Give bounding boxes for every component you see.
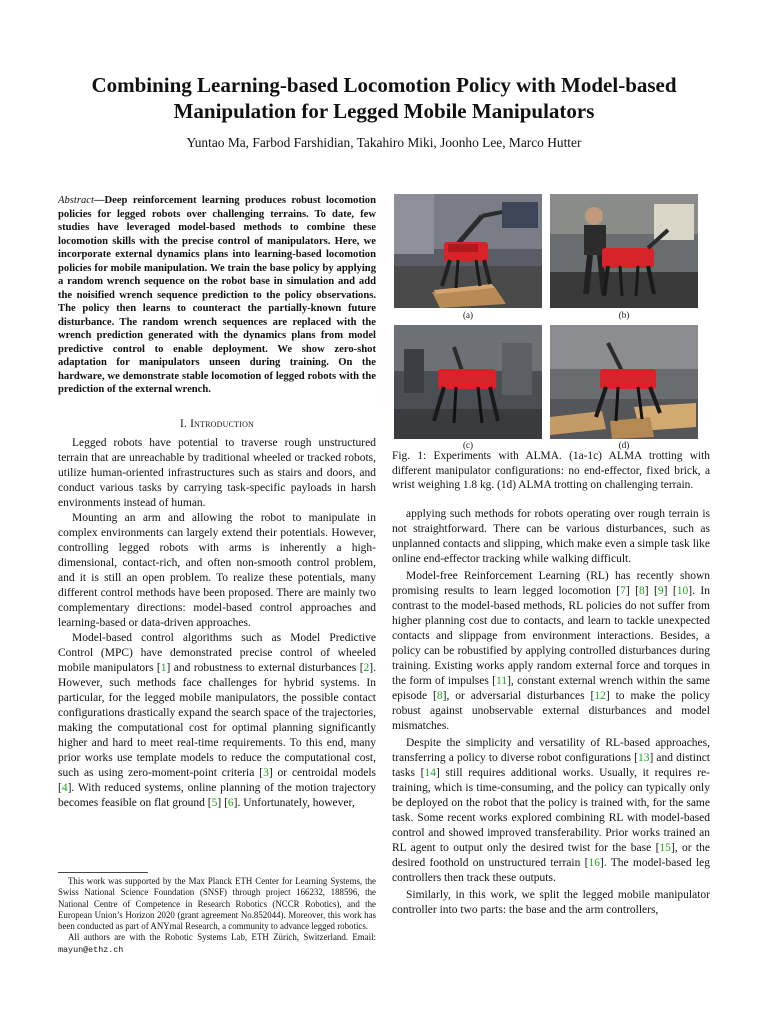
body-text: ] [ — [217, 796, 228, 809]
citation-link[interactable]: 15 — [659, 841, 671, 854]
sublabel-b: (b) — [618, 310, 630, 320]
citation-link[interactable]: 2 — [363, 661, 370, 674]
figure-1 — [392, 194, 710, 449]
author-list: Yuntao Ma, Farbod Farshidian, Takahiro Miki, Joonho Lee, Marco Hutter — [186, 135, 582, 150]
body-text: Legged robots have potential to traverse rough unstructured terrain that are unreachable by traditional wheeled or tracked robots, utilize human-oriented infrastructures such as stairs and doors, and conduct various tasks by carrying task-specific payloads in harsh environments instead of human. — [58, 436, 376, 509]
body-text: ] and distinct tasks [ — [392, 751, 710, 779]
paper-title: Combining Learning-based Locomotion Policy with Model-based Manipulation for Legged Mobile Manipulators — [91, 73, 677, 123]
body-paragraph — [392, 507, 710, 567]
abstract-text: —Deep reinforcement learning produces robust locomotion policies for legged robots over challenging terrains. To date, few studies have leveraged model-based methods to combine these locomotion skills with the precise control of manipulators. Here, we incorporate external dynamics plans into learning-based locomotion policies for mobile manipulation. We train the base policy by applying a random wrench sequence on the robot base in simulation and add the noisified wrench sequence prediction to the policy observations. The policy then learns to counteract the partially-known future disturbance. The random wrench sequences are replaced with the wrench prediction generated with the dynamics plans from model predictive control to enable deployment. We show zero-shot adaptation for manipulators unseen during training. On the hardware, we demonstrate stable locomotion of legged robots with the prediction of the external wrench. — [58, 195, 376, 395]
body-text: ] [ — [644, 584, 658, 597]
author-email[interactable]: mayun@ethz.ch — [58, 944, 124, 955]
abstract-label: Abstract — [58, 195, 94, 206]
body-text: Mounting an arm and allowing the robot to manipulate in complex environments can largely extend their potentials. However, controlling legged robots with arms is inherently a high-dimensional, contact-rich, and often non-smooth control problem, and it is still an open problem. To realize these potentials, many different control methods have been proposed. There are mainly two complementary directions: model-based control approaches and learning-based or data-driven approaches. — [58, 511, 376, 629]
citation-link[interactable]: 16 — [588, 856, 600, 869]
citation-link[interactable]: 13 — [637, 751, 650, 764]
body-text: ], constant external wrench within the same episode [ — [392, 674, 710, 702]
sublabel-c: (c) — [463, 440, 473, 450]
robot-photo-a — [394, 194, 542, 308]
citation-link[interactable]: 5 — [211, 796, 218, 809]
right-column — [392, 194, 710, 920]
body-paragraph — [392, 888, 710, 918]
citation-link[interactable]: 4 — [61, 781, 68, 794]
photo-b — [550, 194, 698, 308]
photo-c — [394, 325, 542, 439]
body-paragraph — [58, 436, 376, 511]
body-paragraph — [392, 736, 710, 886]
right-body — [392, 507, 710, 918]
body-text: Model-free Reinforcement Learning (RL) has recently shown promising results to learn legged locomotion [ — [392, 569, 710, 597]
figure-caption: Fig. 1: Experiments with ALMA. (1a-1c) ALMA trotting with different manipulator configurations: no end-effector, fixed brick, a wrist weighing 1.8 kg. (1d) ALMA trotting on challenging terrain. — [392, 450, 710, 492]
citation-link[interactable]: 10 — [676, 584, 689, 597]
citation-link[interactable]: 3 — [263, 766, 269, 779]
affiliation-note — [58, 932, 376, 956]
section-number: I. — [179, 417, 187, 430]
body-text: Despite the simplicity and versatility of RL-based approaches, transferring a policy to diverse robot configurations [ — [392, 736, 710, 764]
footnote — [58, 872, 376, 956]
body-text: ] [ — [663, 584, 677, 597]
body-text: ]. Unfortunately, however, — [233, 796, 355, 809]
body-paragraph — [58, 631, 376, 811]
photo-a — [394, 194, 542, 308]
body-text: ]. However, such methods face challenges for hybrid systems. In particular, for the legged mobile manipulators, the possible contact configurations drastically expand the search space of the trajectories, making the computational cost for optimal planning significantly higher and hard to meet real-time requirements. To this end, many prior works use template models to reduce the computational cost, such as using zero-moment-point criteria [ — [58, 661, 376, 779]
citation-link[interactable]: 7 — [620, 584, 626, 597]
citation-link[interactable]: 8 — [639, 584, 645, 597]
abstract — [58, 194, 376, 397]
sublabel-d: (d) — [618, 440, 630, 450]
body-text: Model-based control algorithms such as Model Predictive Control (MPC) have demonstrated precise control of wheeled mobile manipulators [ — [58, 631, 376, 674]
robot-photo-d — [550, 325, 698, 439]
funding-note: This work was supported by the Max Planck ETH Center for Learning Systems, the Swiss National Science Foundation (SNSF) through project 166232, 188596, the National Centre of Competence in Research Robotics (NCCR Robotics), and the European Union’s Horizon 2020 (grant agreement No.852044). Moreover, this work has been conducted as part of ANYmal Research, a community to advance legged robotics. — [58, 876, 376, 932]
citation-link[interactable]: 6 — [227, 796, 234, 809]
body-text: ] or centroidal models [ — [58, 766, 377, 794]
body-text: ] [ — [625, 584, 640, 597]
left-column — [58, 194, 376, 811]
body-text: ]. In contrast to the model-based methods, RL policies do not suffer from higher planning cost due to contacts, and learn to tackle unexpected contacts and slippage from environment interactions. Besides, a policy can be robustified by applying controlled disturbances during training. Existing works apply random external force and torques in the form of impulses [ — [392, 584, 710, 687]
sublabel-a: (a) — [463, 310, 473, 320]
body-text: ]. With reduced systems, online planning of the motion trajectory becomes feasible on flat ground [ — [58, 781, 376, 809]
footnote-rule — [58, 872, 148, 873]
body-text: Similarly, in this work, we split the legged mobile manipulator controller into two parts: the base and the arm controllers, — [392, 888, 710, 916]
affiliation-text: All authors are with the Robotic Systems Lab, ETH Zürich, Switzerland. Email: — [68, 932, 376, 943]
photo-d — [550, 325, 698, 439]
robot-photo-c — [394, 325, 542, 439]
citation-link[interactable]: 11 — [496, 674, 508, 687]
body-paragraph — [392, 569, 710, 734]
body-text: ], or the desired foothold on unstructured terrain [ — [392, 841, 710, 869]
citation-link[interactable]: 1 — [160, 661, 167, 674]
body-text: ] and robustness to external disturbances [ — [166, 661, 364, 674]
body-text: ] still requires additional works. Usually, it requires re-training, which is time-consuming, and the policy can typically only be deployed on the robot that the policy is trained with, for the same task. Some recent works explored combining RL with model-based control and showed improved transferability. Prior works trained an RL agent to output only the desired twist for the base [ — [392, 766, 710, 854]
intro-body — [58, 436, 376, 811]
citation-link[interactable]: 12 — [594, 689, 606, 702]
body-text: ], or adversarial disturbances [ — [442, 689, 595, 702]
body-paragraph — [58, 511, 376, 631]
body-text: ]. The model-based leg controllers then track these outputs. — [392, 856, 711, 884]
citation-link[interactable]: 14 — [424, 766, 436, 779]
section-heading-introduction — [58, 418, 376, 430]
robot-photo-b — [550, 194, 698, 308]
body-text: applying such methods for robots operating over rough terrain is not straightforward. There can be various disturbances, such as unplanned contacts and slipping, which make even a simple task like online end-effector tracking while walking difficult. — [392, 507, 710, 565]
citation-link[interactable]: 9 — [657, 584, 664, 597]
section-title: Introduction — [190, 417, 255, 430]
body-text: ] to make the policy robust against unobservable external disturbances and model mismatches. — [392, 689, 710, 732]
citation-link[interactable]: 8 — [436, 689, 443, 702]
